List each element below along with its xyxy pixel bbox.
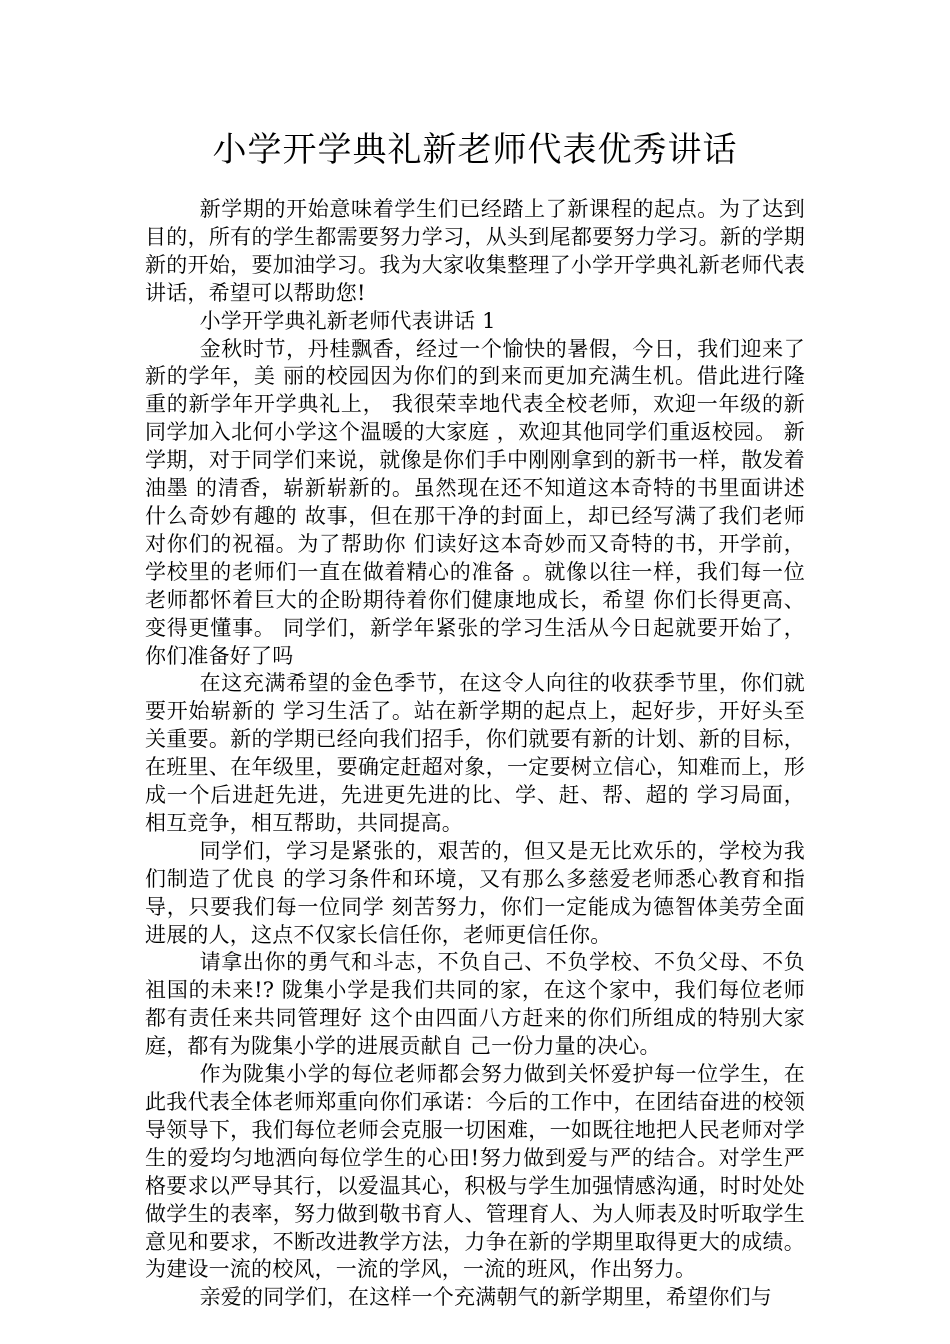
section-heading: 小学开学典礼新老师代表讲话 1	[199, 308, 496, 333]
paragraph-study: 同学们，学习是紧张的，艰苦的，但又是无比欢乐的，学校为我们制造了优良 的学习条件和环境，又有那么多慈爱老师悉心教育和指导，只要我们每一位同学 刻苦努力，你们一定能成为德智体美劳全面进展的人，这点不仅家长信任你，老师更信任你。	[145, 838, 805, 947]
paragraph-promise: 作为陇集小学的每位老师都会努力做到关怀爱护每一位学生，在此我代表全体老师郑重向你们承诺：今后的工作中，在团结奋进的校领导领导下，我们每位老师会克服一切困难，一如既往地把人民老师对学生的爱均匀地洒向每位学生的心田!努力做到爱与严的结合。对学生严格要求以严导其行，以爱温其心，积极与学生加强情感沟通，时时处处做学生的表率，努力做到敬书育人、管理育人、为人师表及时听取学生意见和要求，不断改进教学方法，力争在新的学期里取得更大的成绩。为建设一流的校风，一流的学风，一流的班风，作出努力。	[145, 1062, 805, 1282]
paragraph-courage: 请拿出你的勇气和斗志，不负自己、不负学校、不负父母、不负祖国的未来!? 陇集小学是我们共同的家，在这个家中，我们每位老师都有责任来共同管理好 这个由四面八方赶来的你们所组成的特别大家庭，都有为陇集小学的进展贡献自 己一份力量的决心。	[145, 950, 805, 1059]
page-title: 小学开学典礼新老师代表优秀讲话	[212, 130, 738, 170]
paragraph-welcome: 金秋时节，丹桂飘香，经过一个愉快的暑假，今日，我们迎来了新的学年，美 丽的校园因为你们的到来而更加充满生机。借此进行隆重的新学年开学典礼上， 我很荣幸地代表全校老师，欢迎一年级的新同学加入北何小学这个温暖的大家庭 ，欢迎其他同学们重返校园。 新学期，对于同学们来说，就像是你们手中刚刚拿到的新书一样，散发着油墨 的清香，崭新崭新的。虽然现在还不知道这本奇特的书里面讲述什么奇妙有趣的 故事，但在那干净的封面上，却已经写满了我们老师对你们的祝福。为了帮助你 们读好这本奇妙而又奇特的书，开学前，学校里的老师们一直在做着精心的准备 。就像以往一样，我们每一位老师都怀着巨大的企盼期待着你们健康地成长，希望 你们长得更高、变得更懂事。 同学们，新学年紧张的学习生活从今日起就要开始了，你们准备好了吗	[145, 336, 805, 668]
paragraph-new-term: 在这充满希望的金色季节，在这令人向往的收获季节里，你们就要开始崭新的 学习生活了。站在新学期的起点上，起好步，开好头至关重要。新的学期已经向我们招手，你们就要有新的计划、新的目标，在班里、在年级里，要确定赶超对象，一定要树立信心，知难而上，形成一个后进赶先进，先进更先进的比、学、赶、帮、超的 学习局面，相互竞争，相互帮助，共同提高。	[145, 671, 805, 835]
paragraph-intro: 新学期的开始意味着学生们已经踏上了新课程的起点。为了达到目的，所有的学生都需要努力学习，从头到尾都要努力学习。新的学期新的开始，要加油学习。我为大家收集整理了小学开学典礼新老师代表讲话，希望可以帮助您!	[145, 197, 805, 305]
paragraph-closing: 亲爱的同学们，在这样一个充满朝气的新学期里，希望你们与	[199, 1285, 772, 1310]
document-body	[145, 196, 805, 1312]
